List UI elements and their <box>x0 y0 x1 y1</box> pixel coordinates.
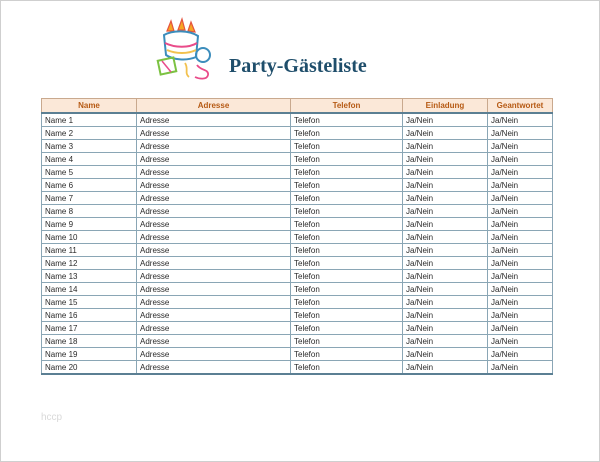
table-cell: Name 11 <box>42 244 137 257</box>
table-cell: Telefon <box>291 205 403 218</box>
table-cell: Adresse <box>137 218 291 231</box>
table-cell: Telefon <box>291 283 403 296</box>
table-row <box>42 296 553 309</box>
table-cell: Name 17 <box>42 322 137 335</box>
table-cell: Ja/Nein <box>403 257 488 270</box>
page-title: Party-Gästeliste <box>229 55 367 77</box>
table-row <box>42 348 553 361</box>
table-cell: Telefon <box>291 231 403 244</box>
table-body <box>42 113 553 374</box>
table-row <box>42 127 553 140</box>
table-row <box>42 179 553 192</box>
table-cell: Ja/Nein <box>488 179 553 192</box>
guest-table <box>41 98 553 375</box>
table-cell: Name 12 <box>42 257 137 270</box>
table-row <box>42 335 553 348</box>
column-header-telefon: Telefon <box>291 99 403 114</box>
table-cell: Adresse <box>137 322 291 335</box>
table-cell: Name 1 <box>42 113 137 127</box>
table-cell: Adresse <box>137 270 291 283</box>
table-cell: Telefon <box>291 166 403 179</box>
table-cell: Adresse <box>137 296 291 309</box>
table-cell: Telefon <box>291 309 403 322</box>
table-cell: Telefon <box>291 348 403 361</box>
table-cell: Ja/Nein <box>403 179 488 192</box>
table-cell: Name 14 <box>42 283 137 296</box>
table-cell: Ja/Nein <box>403 140 488 153</box>
table-cell: Ja/Nein <box>403 270 488 283</box>
table-cell: Ja/Nein <box>488 166 553 179</box>
table-cell: Telefon <box>291 192 403 205</box>
table-cell: Telefon <box>291 361 403 375</box>
table-cell: Ja/Nein <box>403 322 488 335</box>
table-cell: Ja/Nein <box>488 127 553 140</box>
table-cell: Ja/Nein <box>488 322 553 335</box>
table-cell: Telefon <box>291 335 403 348</box>
table-row <box>42 113 553 127</box>
table-cell: Ja/Nein <box>403 244 488 257</box>
table-cell: Ja/Nein <box>488 218 553 231</box>
column-header-geantwortet: Geantwortet <box>488 99 553 114</box>
table-row <box>42 270 553 283</box>
table-cell: Ja/Nein <box>403 153 488 166</box>
table-cell: Ja/Nein <box>403 218 488 231</box>
table-cell: Ja/Nein <box>403 296 488 309</box>
table-cell: Ja/Nein <box>403 361 488 375</box>
table-cell: Telefon <box>291 244 403 257</box>
table-row <box>42 153 553 166</box>
table-cell: Adresse <box>137 140 291 153</box>
table-cell: Adresse <box>137 153 291 166</box>
table-cell: Ja/Nein <box>403 335 488 348</box>
table-cell: Adresse <box>137 361 291 375</box>
table-cell: Name 16 <box>42 309 137 322</box>
table-cell: Ja/Nein <box>488 257 553 270</box>
table-cell: Name 4 <box>42 153 137 166</box>
table-cell: Name 5 <box>42 166 137 179</box>
table-cell: Telefon <box>291 218 403 231</box>
table-row <box>42 322 553 335</box>
table-cell: Name 18 <box>42 335 137 348</box>
table-cell: Ja/Nein <box>488 270 553 283</box>
table-cell: Ja/Nein <box>488 309 553 322</box>
table-cell: Adresse <box>137 205 291 218</box>
table-cell: Telefon <box>291 270 403 283</box>
table-cell: Adresse <box>137 231 291 244</box>
table-cell: Name 10 <box>42 231 137 244</box>
table-cell: Adresse <box>137 335 291 348</box>
table-cell: Telefon <box>291 257 403 270</box>
table-cell: Telefon <box>291 140 403 153</box>
footer-text: hccp <box>41 412 63 423</box>
table-cell: Ja/Nein <box>488 335 553 348</box>
table-cell: Adresse <box>137 309 291 322</box>
table-cell: Ja/Nein <box>488 244 553 257</box>
table-row <box>42 309 553 322</box>
table-cell: Name 13 <box>42 270 137 283</box>
table-cell: Adresse <box>137 179 291 192</box>
table-row <box>42 205 553 218</box>
table-cell: Ja/Nein <box>488 113 553 127</box>
party-cake-icon <box>151 17 217 83</box>
table-cell: Adresse <box>137 244 291 257</box>
table-cell: Ja/Nein <box>403 283 488 296</box>
table-cell: Adresse <box>137 192 291 205</box>
table-cell: Telefon <box>291 113 403 127</box>
table-cell: Adresse <box>137 127 291 140</box>
table-cell: Name 20 <box>42 361 137 375</box>
table-cell: Ja/Nein <box>403 205 488 218</box>
table-cell: Telefon <box>291 127 403 140</box>
table-row <box>42 140 553 153</box>
table-row <box>42 257 553 270</box>
table-cell: Ja/Nein <box>403 113 488 127</box>
table-cell: Ja/Nein <box>488 348 553 361</box>
table-cell: Ja/Nein <box>403 348 488 361</box>
table-cell: Ja/Nein <box>488 361 553 375</box>
table-cell: Name 3 <box>42 140 137 153</box>
table-cell: Telefon <box>291 296 403 309</box>
table-row <box>42 244 553 257</box>
table-cell: Name 2 <box>42 127 137 140</box>
table-cell: Adresse <box>137 257 291 270</box>
table-row <box>42 283 553 296</box>
table-cell: Name 9 <box>42 218 137 231</box>
table-row <box>42 192 553 205</box>
table-cell: Telefon <box>291 153 403 166</box>
table-cell: Ja/Nein <box>488 283 553 296</box>
table-cell: Adresse <box>137 283 291 296</box>
table-cell: Name 19 <box>42 348 137 361</box>
table-row <box>42 166 553 179</box>
column-header-adresse: Adresse <box>137 99 291 114</box>
column-header-einladung: Einladung <box>403 99 488 114</box>
table-cell: Ja/Nein <box>488 192 553 205</box>
table-cell: Adresse <box>137 166 291 179</box>
table-cell: Ja/Nein <box>488 140 553 153</box>
table-cell: Telefon <box>291 322 403 335</box>
column-header-name: Name <box>42 99 137 114</box>
table-cell: Ja/Nein <box>403 309 488 322</box>
table-cell: Name 7 <box>42 192 137 205</box>
table-row <box>42 218 553 231</box>
table-cell: Ja/Nein <box>488 153 553 166</box>
table-cell: Name 8 <box>42 205 137 218</box>
table-cell: Ja/Nein <box>488 296 553 309</box>
table-cell: Adresse <box>137 348 291 361</box>
table-row <box>42 231 553 244</box>
table-cell: Name 6 <box>42 179 137 192</box>
table-cell: Ja/Nein <box>403 231 488 244</box>
table-header-row <box>42 99 553 114</box>
table-cell: Telefon <box>291 179 403 192</box>
table-cell: Ja/Nein <box>488 205 553 218</box>
table-cell: Ja/Nein <box>403 166 488 179</box>
table-cell: Ja/Nein <box>488 231 553 244</box>
table-row <box>42 361 553 375</box>
table-cell: Name 15 <box>42 296 137 309</box>
table-cell: Adresse <box>137 113 291 127</box>
table-cell: Ja/Nein <box>403 127 488 140</box>
table-cell: Ja/Nein <box>403 192 488 205</box>
